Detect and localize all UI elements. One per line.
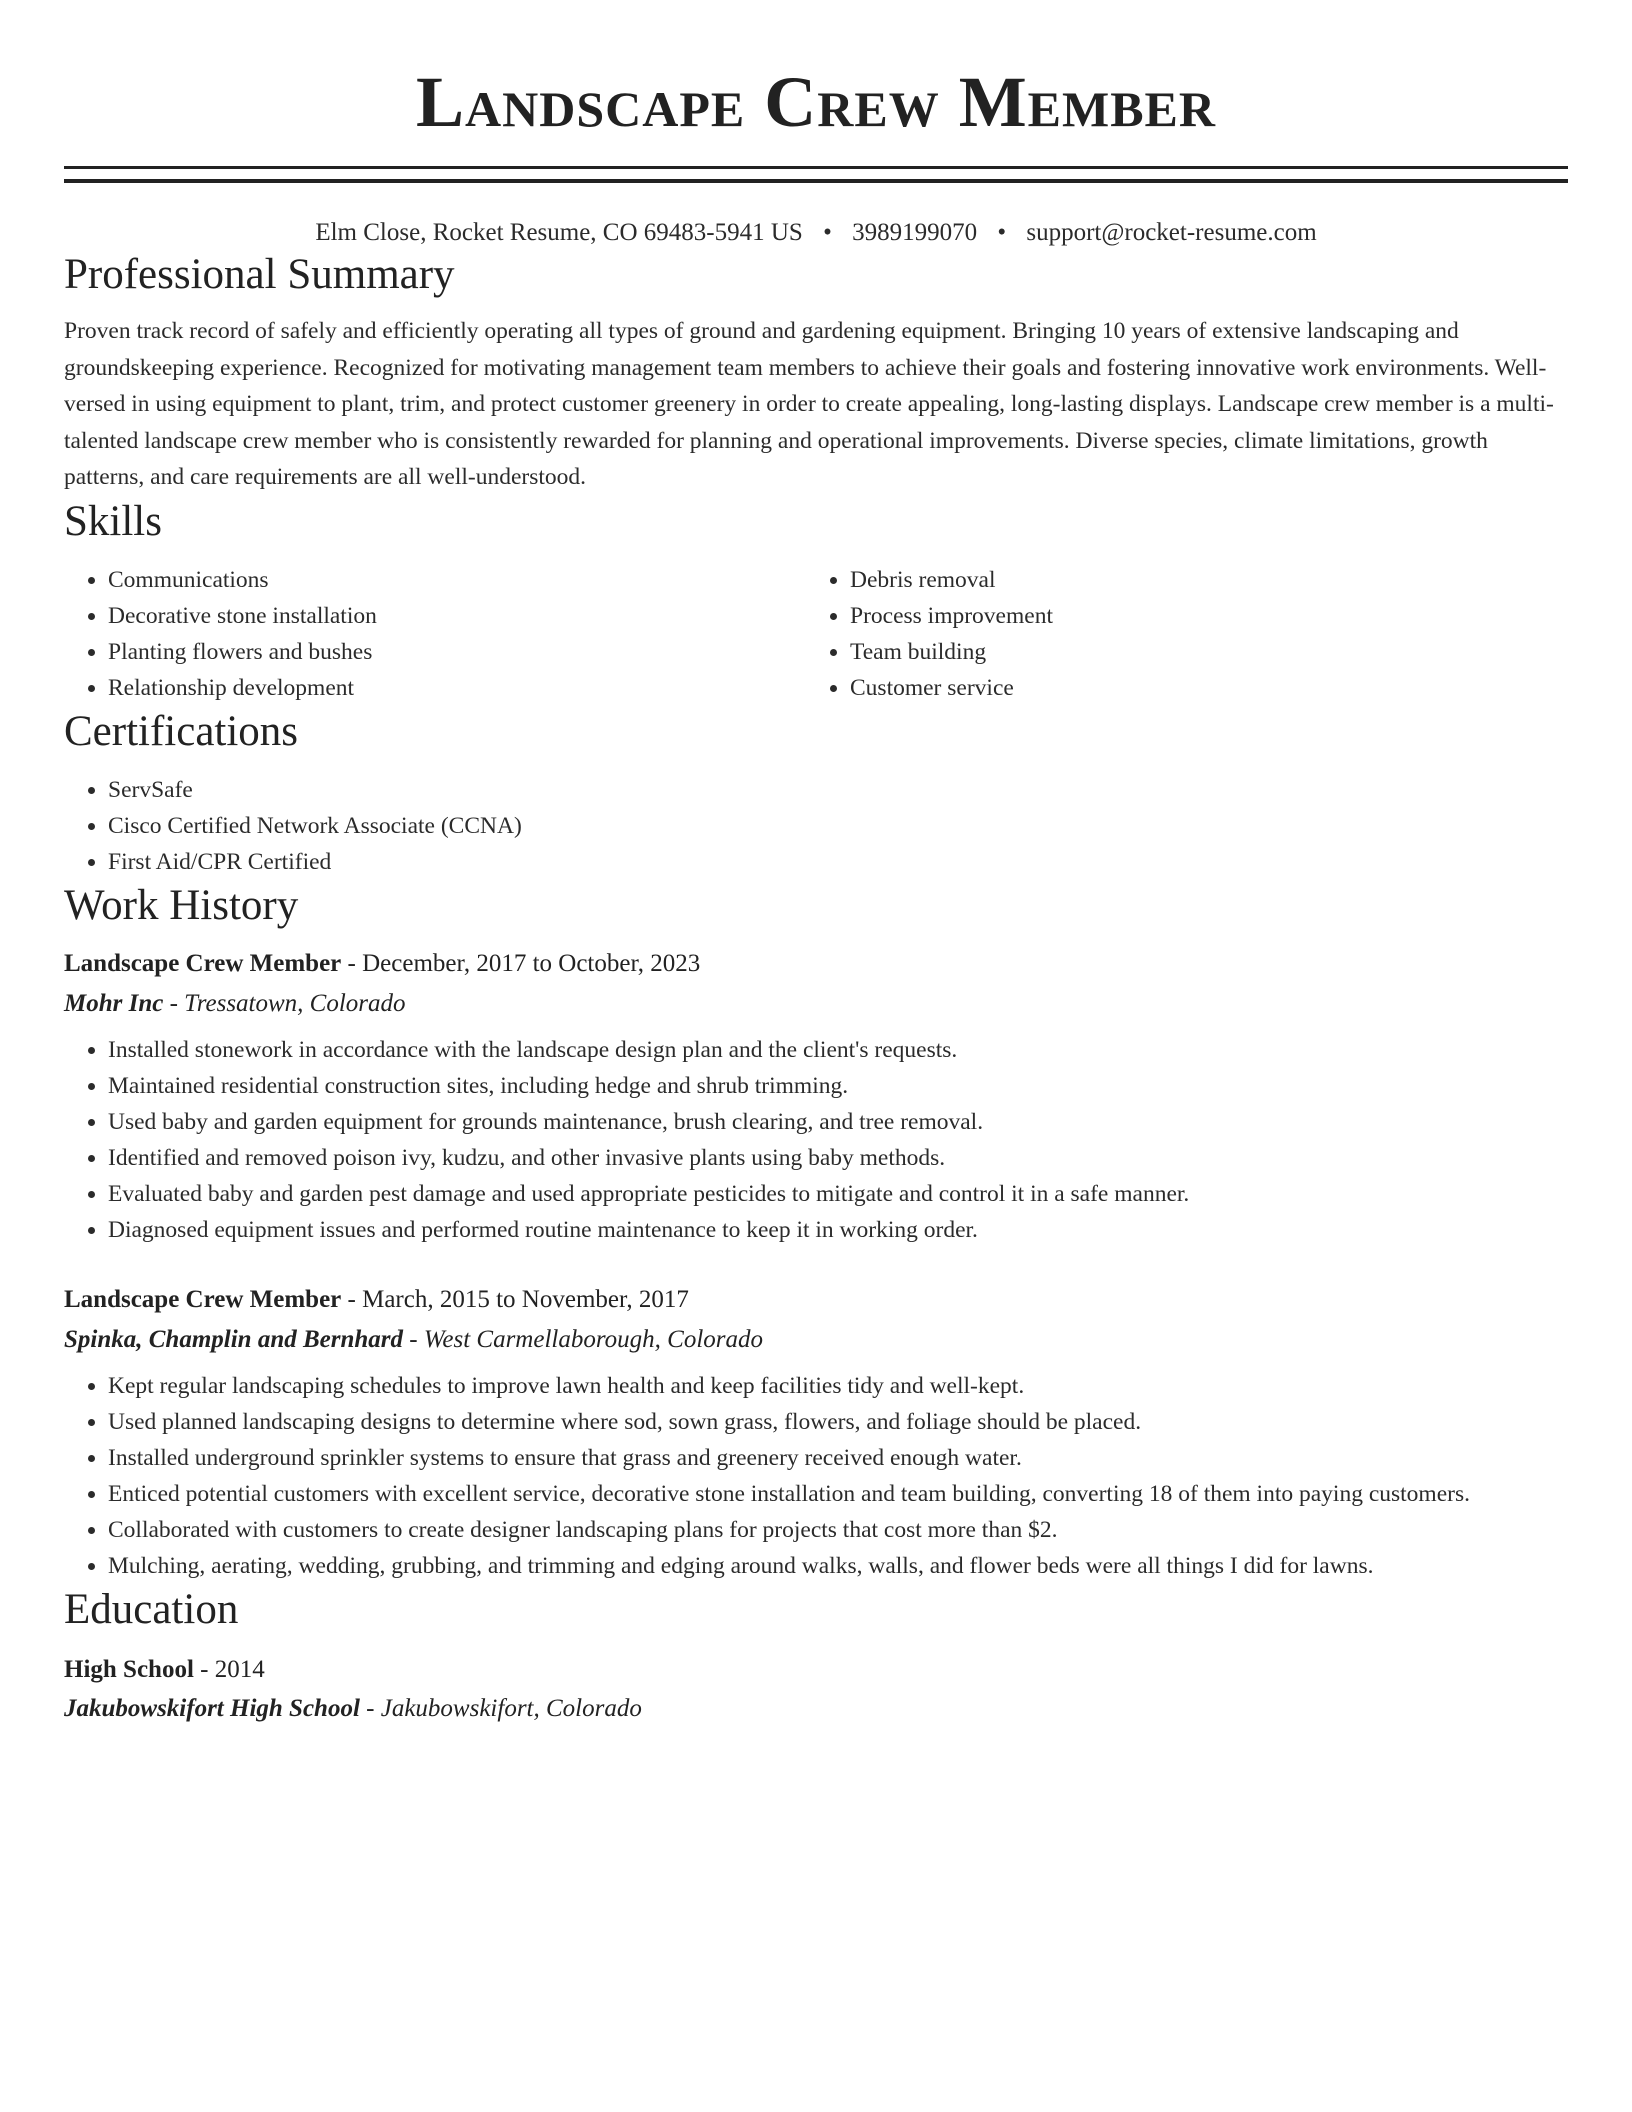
job-company-line: Mohr Inc - Tressatown, Colorado	[64, 989, 406, 1017]
job-bullet: • Identified and removed poison ivy, kudzu, and other invasive plants using baby methods.	[108, 1140, 1568, 1176]
job-bullets	[64, 1032, 1568, 1248]
job-bullet: • Collaborated with customers to create designer landscaping plans for projects that cost more than $2.	[108, 1512, 1568, 1548]
job-title: Landscape Crew Member	[64, 1285, 342, 1313]
job-title-line: Landscape Crew Member - March, 2015 to November, 2017	[64, 1285, 689, 1313]
work-history-heading: Work History	[64, 881, 299, 929]
job-dates: December, 2017 to October, 2023	[362, 949, 701, 977]
job-bullet: • Kept regular landscaping schedules to improve lawn health and keep facilities tidy and well-kept.	[108, 1368, 1568, 1404]
contact-phone: 3989199070	[852, 219, 978, 246]
education-heading: Education	[64, 1585, 239, 1633]
job-bullet: • Installed underground sprinkler systems to ensure that grass and greenery received enough water.	[108, 1440, 1568, 1476]
job-bullet: • Evaluated baby and garden pest damage and used appropriate pesticides to mitigate and control it in a safe manner.	[108, 1176, 1568, 1212]
skill-item: • Planting flowers and bushes	[108, 634, 806, 670]
education-school-line: Jakubowskifort High School - Jakubowskifort, Colorado	[64, 1694, 642, 1722]
education-school: Jakubowskifort High School	[64, 1694, 360, 1722]
job-company-line: Spinka, Champlin and Bernhard - West Carmellaborough, Colorado	[64, 1325, 763, 1353]
header-divider	[64, 166, 1568, 183]
contact-email: support@rocket-resume.com	[1026, 219, 1317, 246]
education-degree: High School	[64, 1655, 194, 1683]
job-bullet: • Diagnosed equipment issues and performed routine maintenance to keep it in working order.	[108, 1212, 1568, 1248]
job-entry	[64, 1280, 1568, 1584]
job-bullet: • Mulching, aerating, wedding, grubbing, and trimming and edging around walks, walls, and flower beds were all things I did for lawns.	[108, 1548, 1568, 1584]
job-bullet: • Installed stonework in accordance with the landscape design plan and the client's requests.	[108, 1032, 1568, 1068]
skills-heading: Skills	[64, 497, 162, 545]
education-degree-line: High School - 2014	[64, 1655, 265, 1683]
contact-address: Elm Close, Rocket Resume, CO 69483-5941 US	[315, 219, 803, 246]
skill-item: • Customer service	[850, 670, 1548, 706]
job-location: West Carmellaborough, Colorado	[423, 1325, 763, 1353]
certifications-list	[64, 772, 1568, 880]
skills-left-list	[64, 562, 806, 706]
job-bullet: • Enticed potential customers with excellent service, decorative stone installation and team building, converting 18 of them into paying customers.	[108, 1476, 1568, 1512]
skill-item: • Process improvement	[850, 598, 1548, 634]
job-bullet: • Maintained residential construction sites, including hedge and shrub trimming.	[108, 1068, 1568, 1104]
job-dates: March, 2015 to November, 2017	[362, 1285, 689, 1313]
skills-right-list	[806, 562, 1548, 706]
skill-item: • Team building	[850, 634, 1548, 670]
job-location: Tressatown, Colorado	[184, 989, 406, 1017]
skill-item: • Relationship development	[108, 670, 806, 706]
job-entry	[64, 944, 1568, 1248]
job-company: Spinka, Champlin and Bernhard	[64, 1325, 404, 1353]
education-location: Jakubowskifort, Colorado	[380, 1694, 642, 1722]
summary-text: Proven track record of safely and efficiently operating all types of ground and gardening equipment. Bringing 10 years of extensive landscaping and groundskeeping experience. Recognized for motivating management team members to achieve their goals and fostering innovative work environments. Well-versed in using equipment to plant, trim, and protect customer greenery in order to create appealing, long-lasting displays. Landscape crew member is a multi-talented landscape crew member who is consistently rewarded for planning and operational improvements. Diverse species, climate limitations, growth patterns, and care requirements are all well-understood.	[64, 318, 1554, 490]
education-year: 2014	[214, 1655, 265, 1683]
skills-columns	[64, 562, 1568, 706]
job-title: Landscape Crew Member	[64, 949, 342, 977]
candidate-name: Landscape Crew Member	[415, 62, 1217, 142]
job-bullet: • Used baby and garden equipment for grounds maintenance, brush clearing, and tree removal.	[108, 1104, 1568, 1140]
job-bullet: • Used planned landscaping designs to determine where sod, sown grass, flowers, and foliage should be placed.	[108, 1404, 1568, 1440]
skill-item: • Decorative stone installation	[108, 598, 806, 634]
certification-item: • First Aid/CPR Certified	[108, 844, 1568, 880]
certification-item: • ServSafe	[108, 772, 1568, 808]
certifications-heading: Certifications	[64, 707, 299, 755]
skill-item: • Communications	[108, 562, 806, 598]
job-bullets	[64, 1368, 1568, 1584]
summary-heading: Professional Summary	[64, 251, 455, 298]
contact-line	[64, 217, 1568, 249]
job-company: Mohr Inc	[64, 989, 164, 1017]
contact-separator: •	[823, 219, 832, 246]
contact-separator: •	[997, 219, 1007, 246]
job-title-line: Landscape Crew Member - December, 2017 to October, 2023	[64, 949, 701, 977]
certification-item: • Cisco Certified Network Associate (CCNA)	[108, 808, 1568, 844]
skill-item: • Debris removal	[850, 562, 1548, 598]
